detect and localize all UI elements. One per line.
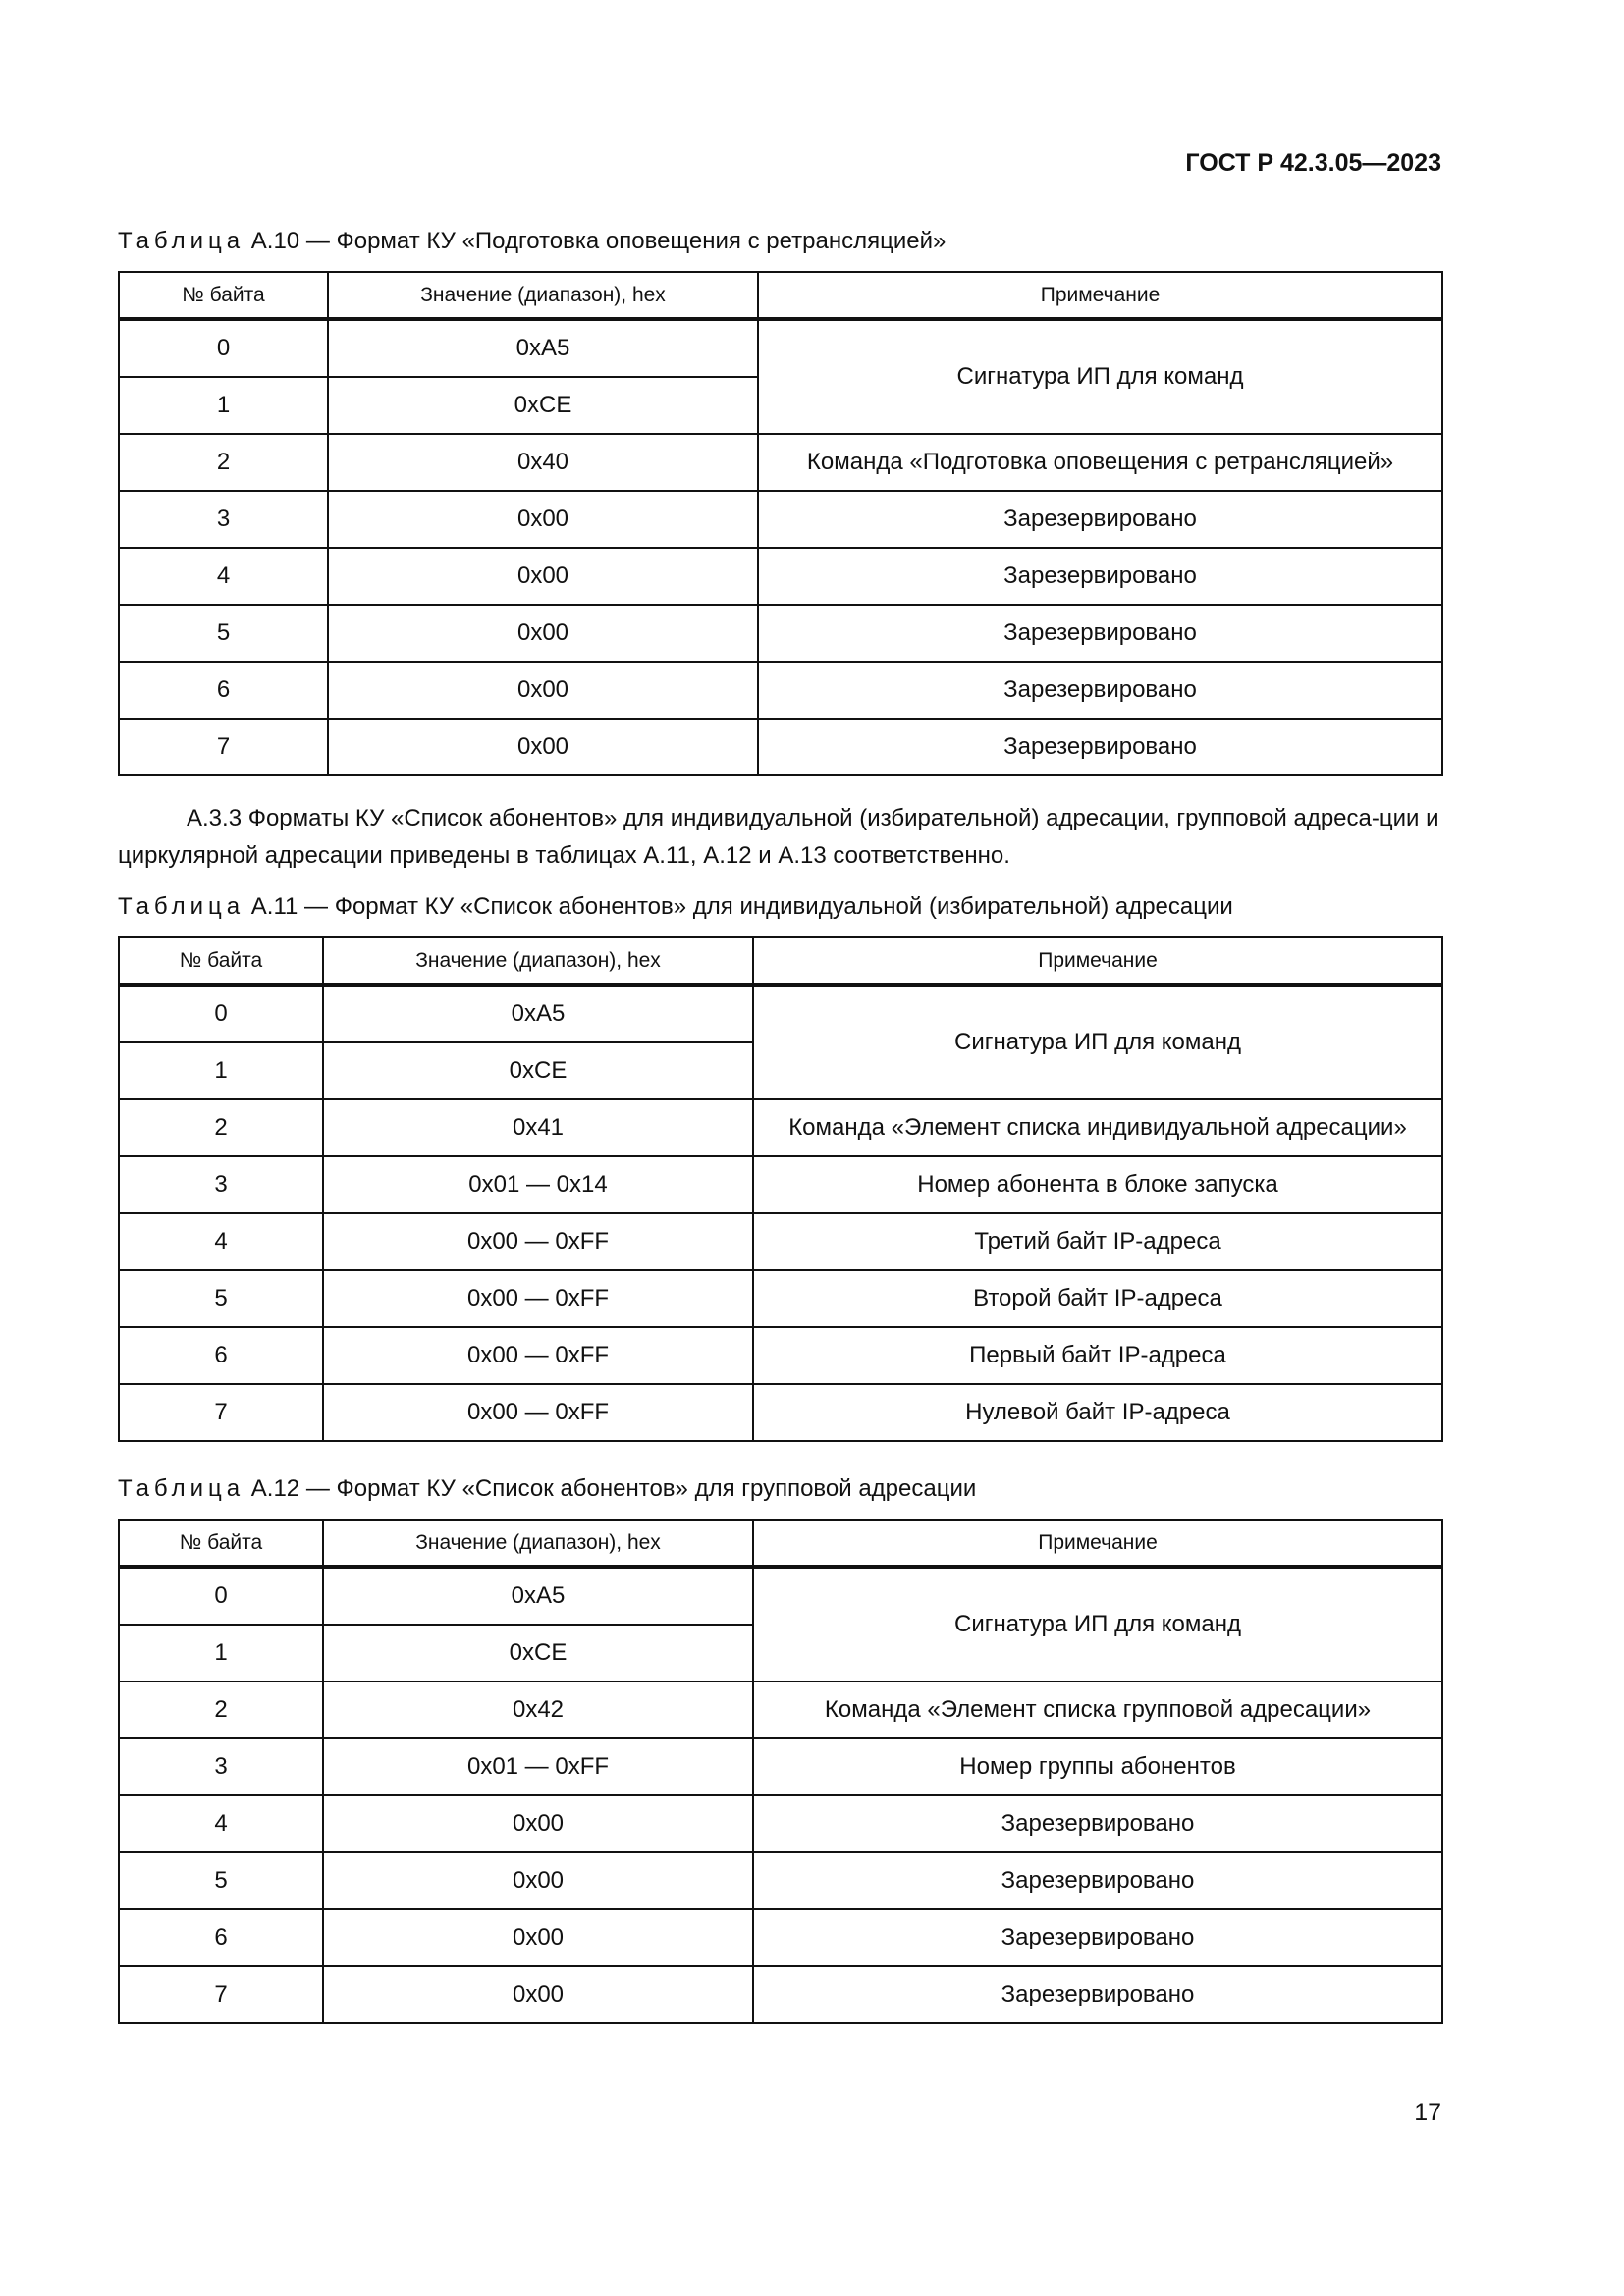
note-cell: Третий байт IP-адреса (753, 1213, 1442, 1270)
byte-number-cell: 7 (119, 719, 328, 775)
note-cell: Команда «Подготовка оповещения с ретрансляцией» (758, 434, 1442, 491)
byte-number-cell: 1 (119, 1625, 323, 1682)
header-value: Значение (диапазон), hex (323, 937, 753, 985)
note-cell: Зарезервировано (758, 605, 1442, 662)
table-row (119, 319, 1442, 377)
table-row (119, 1327, 1442, 1384)
note-cell: Второй байт IP-адреса (753, 1270, 1442, 1327)
value-cell: 0xCE (323, 1042, 753, 1099)
note-cell: Сигнатура ИП для команд (753, 1567, 1442, 1682)
table-a11-caption (118, 893, 1233, 921)
value-cell: 0x00 — 0xFF (323, 1213, 753, 1270)
table-row (119, 1270, 1442, 1327)
byte-number-cell: 1 (119, 377, 328, 434)
value-cell: 0x00 — 0xFF (323, 1384, 753, 1441)
note-cell: Команда «Элемент списка индивидуальной адресации» (753, 1099, 1442, 1156)
note-cell: Зарезервировано (753, 1909, 1442, 1966)
byte-number-cell: 7 (119, 1966, 323, 2023)
value-cell: 0x42 (323, 1682, 753, 1738)
byte-number-cell: 4 (119, 1213, 323, 1270)
note-cell: Команда «Элемент списка групповой адресации» (753, 1682, 1442, 1738)
note-cell: Номер группы абонентов (753, 1738, 1442, 1795)
value-cell: 0x01 — 0xFF (323, 1738, 753, 1795)
table-row (119, 1156, 1442, 1213)
header-note: Примечание (758, 272, 1442, 319)
byte-number-cell: 2 (119, 1682, 323, 1738)
table-a11 (118, 936, 1443, 1442)
table-a10-caption (118, 228, 946, 255)
note-cell: Зарезервировано (753, 1966, 1442, 2023)
table-row (119, 434, 1442, 491)
table-a12-label: Таблица (118, 1475, 245, 1502)
byte-number-cell: 3 (119, 491, 328, 548)
table-row (119, 548, 1442, 605)
byte-number-cell: 2 (119, 434, 328, 491)
byte-number-cell: 2 (119, 1099, 323, 1156)
byte-number-cell: 0 (119, 319, 328, 377)
byte-number-cell: 5 (119, 605, 328, 662)
table-row (119, 1852, 1442, 1909)
table-row (119, 1966, 1442, 2023)
value-cell: 0x00 (328, 719, 758, 775)
byte-number-cell: 5 (119, 1852, 323, 1909)
table-row (119, 605, 1442, 662)
table-row (119, 1795, 1442, 1852)
note-cell: Зарезервировано (758, 491, 1442, 548)
header-note: Примечание (753, 1520, 1442, 1567)
value-cell: 0x00 (323, 1852, 753, 1909)
table-row (119, 1099, 1442, 1156)
table-a12-caption (118, 1475, 976, 1503)
byte-number-cell: 3 (119, 1738, 323, 1795)
value-cell: 0x40 (328, 434, 758, 491)
table-row (119, 1213, 1442, 1270)
byte-number-cell: 1 (119, 1042, 323, 1099)
note-cell: Первый байт IP-адреса (753, 1327, 1442, 1384)
header-byte-number: № байта (119, 937, 323, 985)
table-a12 (118, 1519, 1443, 2024)
value-cell: 0x00 (328, 548, 758, 605)
table-a11-title: А.11 — Формат КУ «Список абонентов» для индивидуальной (избирательной) адресации (244, 893, 1233, 920)
table-row (119, 1384, 1442, 1441)
header-byte-number: № байта (119, 272, 328, 319)
value-cell: 0xCE (323, 1625, 753, 1682)
header-value: Значение (диапазон), hex (328, 272, 758, 319)
value-cell: 0xA5 (328, 319, 758, 377)
table-a11-label: Таблица (118, 893, 245, 920)
page-number: 17 (1414, 2099, 1441, 2126)
byte-number-cell: 0 (119, 985, 323, 1042)
byte-number-cell: 0 (119, 1567, 323, 1625)
byte-number-cell: 6 (119, 1909, 323, 1966)
note-cell: Зарезервировано (758, 548, 1442, 605)
header-value: Значение (диапазон), hex (323, 1520, 753, 1567)
byte-number-cell: 7 (119, 1384, 323, 1441)
note-cell: Нулевой байт IP-адреса (753, 1384, 1442, 1441)
value-cell: 0x00 (328, 662, 758, 719)
table-row (119, 662, 1442, 719)
table-row (119, 985, 1442, 1042)
byte-number-cell: 6 (119, 662, 328, 719)
table-row (119, 1909, 1442, 1966)
table-a10-label: Таблица (118, 228, 245, 254)
table-header-row (119, 272, 1442, 319)
note-cell: Зарезервировано (758, 662, 1442, 719)
byte-number-cell: 4 (119, 548, 328, 605)
header-note: Примечание (753, 937, 1442, 985)
value-cell: 0x41 (323, 1099, 753, 1156)
value-cell: 0xCE (328, 377, 758, 434)
note-cell: Номер абонента в блоке запуска (753, 1156, 1442, 1213)
value-cell: 0x00 (328, 605, 758, 662)
value-cell: 0xA5 (323, 1567, 753, 1625)
table-a12-title: А.12 — Формат КУ «Список абонентов» для групповой адресации (244, 1475, 977, 1502)
table-row (119, 1682, 1442, 1738)
value-cell: 0x00 — 0xFF (323, 1327, 753, 1384)
value-cell: 0xA5 (323, 985, 753, 1042)
value-cell: 0x00 (323, 1909, 753, 1966)
table-a10 (118, 271, 1443, 776)
table-row (119, 719, 1442, 775)
byte-number-cell: 3 (119, 1156, 323, 1213)
table-row (119, 1738, 1442, 1795)
byte-number-cell: 5 (119, 1270, 323, 1327)
table-header-row (119, 1520, 1442, 1567)
table-header-row (119, 937, 1442, 985)
note-cell: Зарезервировано (753, 1852, 1442, 1909)
paragraph-a33 (118, 800, 1443, 875)
note-cell: Зарезервировано (758, 719, 1442, 775)
value-cell: 0x00 (323, 1795, 753, 1852)
note-cell: Сигнатура ИП для команд (758, 319, 1442, 434)
note-cell: Сигнатура ИП для команд (753, 985, 1442, 1099)
value-cell: 0x00 — 0xFF (323, 1270, 753, 1327)
value-cell: 0x00 (328, 491, 758, 548)
value-cell: 0x00 (323, 1966, 753, 2023)
byte-number-cell: 6 (119, 1327, 323, 1384)
header-byte-number: № байта (119, 1520, 323, 1567)
table-row (119, 1567, 1442, 1625)
table-row (119, 491, 1442, 548)
document-id: ГОСТ Р 42.3.05—2023 (1185, 149, 1441, 177)
byte-number-cell: 4 (119, 1795, 323, 1852)
table-a10-title: А.10 — Формат КУ «Подготовка оповещения с ретрансляцией» (244, 228, 947, 254)
paragraph-text: А.3.3 Форматы КУ «Список абонентов» для индивидуальной (избирательной) адресации, групповой адреса-ции и циркулярной адресации приведены в таблицах А.11, А.12 и А.13 соответственно. (118, 805, 1439, 869)
note-cell: Зарезервировано (753, 1795, 1442, 1852)
value-cell: 0x01 — 0x14 (323, 1156, 753, 1213)
